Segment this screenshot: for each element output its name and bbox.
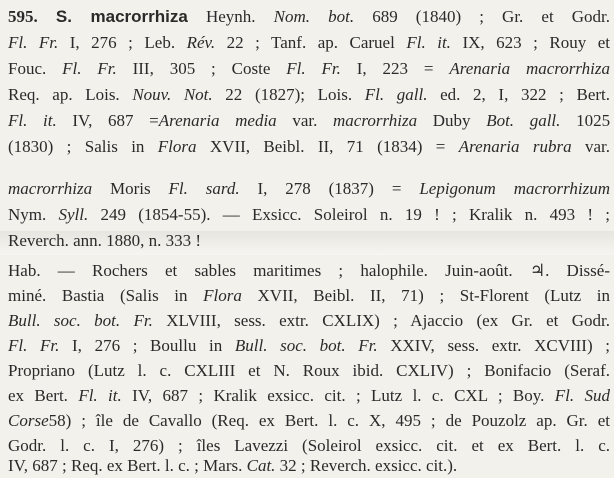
entry-line-5 <box>8 110 610 132</box>
habitat-line-2 <box>8 285 610 307</box>
synonym: Lepigonum macrorrhizum <box>419 179 611 198</box>
citation-text: 1025 <box>576 111 611 130</box>
citation-text: 249 (1854-55). — Exsicc. Soleirol n. 19 ! ; Kralik n. 493 ! ; <box>100 205 611 224</box>
habitat-line-5 <box>8 360 610 382</box>
habitat-line-8 <box>8 435 610 457</box>
citation-title: Fl. sard. <box>168 179 240 198</box>
citation-text: 689 (1840) ; Gr. et Godr. <box>372 7 611 26</box>
citation-title: Fl. gall. <box>364 85 428 104</box>
citation-text: XVII, Beibl. II, 71 (1834) = <box>209 137 446 156</box>
habitat-line-4 <box>8 335 610 357</box>
citation-text: IX, 623 ; Rouy et <box>462 33 611 52</box>
citation-title: Fl. Fr. <box>8 336 60 355</box>
habitat-text: ex Bert. <box>8 386 68 405</box>
citation-title: Flora <box>203 286 242 305</box>
habitat-text: XVII, Beibl. II, 71) ; St-Florent (Lutz in <box>257 286 611 305</box>
citation-title: Fl. Fr. <box>286 59 341 78</box>
citation-title: Bull. soc. bot. Fr. <box>8 311 153 330</box>
habitat-line-3 <box>8 310 610 332</box>
citation-text: I, 223 = <box>356 59 434 78</box>
citation-text: Duby <box>432 111 471 130</box>
habitat-line-7 <box>8 410 610 432</box>
citation-text: Moris <box>109 179 151 198</box>
habitat-text: IV, 687 ; Req. ex Bert. l. c. ; Mars. <box>8 456 243 475</box>
entry-line-4 <box>8 84 610 106</box>
entry-line-2 <box>8 32 610 54</box>
citation-title: Bull. soc. bot. Fr. <box>234 336 378 355</box>
citation-text: Fouc. <box>8 59 47 78</box>
habitat-line-6 <box>8 385 610 407</box>
citation-text: 22 ; Tanf. ap. Caruel <box>226 33 395 52</box>
species-name: S. macrorrhiza <box>55 7 188 26</box>
entry-line-9 <box>8 230 610 252</box>
entry-line-8 <box>8 204 610 226</box>
citation-text: IV, 687 = <box>72 111 159 130</box>
citation-title: Corse <box>8 411 49 430</box>
citation-title: Rév. <box>186 33 216 52</box>
habitat-text: Godr. l. c. I, 276) ; îles Lavezzi (Soleirol exsicc. cit. et ex Bert. l. c. <box>8 436 610 455</box>
citation-text: 22 (1827); Lois. <box>225 85 353 104</box>
habitat-line-9 <box>8 456 610 476</box>
citation-title: Fl. Sud <box>554 386 611 405</box>
citation-text: Reverch. ann. 1880, n. 333 ! <box>8 231 202 250</box>
synonym: macrorrhiza <box>8 179 93 198</box>
habitat-line-1 <box>8 260 610 282</box>
habitat-text: I, 276 ; Boullu in <box>72 336 223 355</box>
author: Heynh. <box>205 7 256 26</box>
habitat-text: XLVIII, sess. extr. CXLIX) ; Ajaccio (ex Gr. et Godr. <box>166 311 610 330</box>
citation-text: (1830) ; Salis in <box>8 137 145 156</box>
citation-text: var. <box>292 111 318 130</box>
citation-text: I, 276 ; Leb. <box>69 33 176 52</box>
synonym: Arenaria media <box>158 111 277 130</box>
entry-number: 595. <box>8 7 38 26</box>
habitat-text: XXIV, sess. extr. XCVIII) ; <box>390 336 610 355</box>
habitat-text: 58) ; île de Cavallo (Req. ex Bert. l. c. X, 495 ; de Pouzolz ap. Gr. et <box>48 411 610 430</box>
citation-text: Req. ap. Lois. <box>8 85 120 104</box>
habitat-text: Propriano (Lutz l. c. CXLIII et N. Roux ibid. CXLIV) ; Bonifacio (Seraf. <box>8 361 610 380</box>
citation-title: Syll. <box>58 205 89 224</box>
citation-title: Fl. it. <box>406 33 451 52</box>
habitat-text: miné. Bastia (Salis in <box>8 286 188 305</box>
citation-title: Cat. <box>246 456 276 475</box>
citation-text: var. <box>585 137 611 156</box>
synonym: Arenaria rubra <box>458 137 572 156</box>
entry-line-1 <box>8 6 610 28</box>
entry-line-7 <box>8 178 610 200</box>
synonym: Arenaria macrorrhiza <box>449 59 611 78</box>
citation-title: Fl. it. <box>8 111 57 130</box>
habitat-text: 32 ; Reverch. exsicc. cit.). <box>279 456 458 475</box>
entry-line-3 <box>8 58 610 80</box>
entry-line-6 <box>8 136 610 158</box>
citation-title: Bot. gall. <box>486 111 561 130</box>
citation-title: Fl. Fr. <box>62 59 117 78</box>
citation-title: Nouv. Not. <box>132 85 213 104</box>
habitat-text: Hab. — Rochers et sables maritimes ; halophile. Juin-août. ♃. Dissé- <box>8 261 610 280</box>
habitat-text: IV, 687 ; Kralik exsicc. cit. ; Lutz l. c. CXL ; Boy. <box>132 386 545 405</box>
citation-title: Nom. bot. <box>273 7 355 26</box>
citation-title: Flora <box>157 137 197 156</box>
synonym: macrorrhiza <box>333 111 418 130</box>
citation-text: I, 278 (1837) = <box>257 179 402 198</box>
citation-text: Nym. <box>8 205 47 224</box>
citation-text: ed. 2, I, 322 ; Bert. <box>440 85 610 104</box>
citation-text: III, 305 ; Coste <box>132 59 271 78</box>
citation-title: Fl. it. <box>78 386 122 405</box>
citation-title: Fl. Fr. <box>8 33 59 52</box>
